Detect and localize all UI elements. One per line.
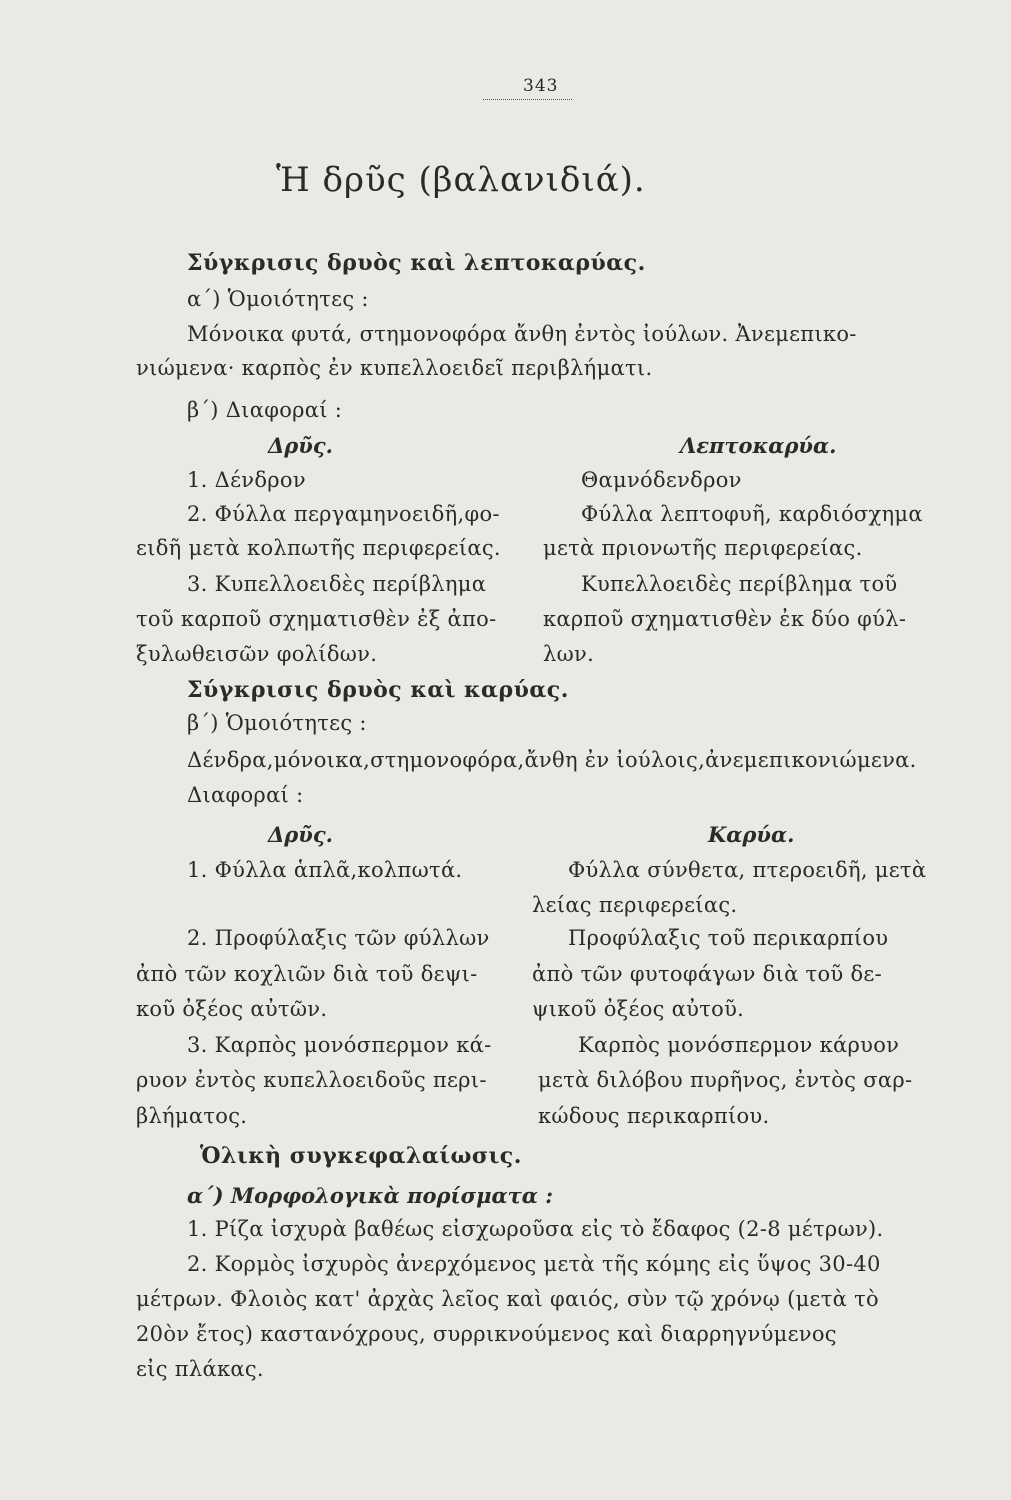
comparison-right-line: Φύλλα σύνθετα, πτεροειδῆ, μετὰ <box>568 858 927 882</box>
comparison-left-line: κοῦ ὀξέος αὐτῶν. <box>136 997 328 1021</box>
similarities-label: β΄) Ὁμοιότητες : <box>187 711 367 735</box>
summary-text-line: μέτρων. Φλοιὸς κατ' ἀρχὰς λεῖος καὶ φαιός, σὺν τῷ χρόνῳ (μετὰ τὸ <box>136 1287 879 1311</box>
comparison-right-line: καρποῦ σχηματισθὲν ἐκ δύο φύλ- <box>543 607 907 631</box>
comparison-right-line: Προφύλαξις τοῦ περικαρπίου <box>568 926 889 950</box>
comparison-right-line: Θαμνόδενδρον <box>581 468 742 492</box>
comparison-left-line: 2. Φύλλα περγαμηνοειδῆ,φο- <box>187 502 500 526</box>
comparison-left-line: 3. Κυπελλοειδὲς περίβλημα <box>187 572 487 596</box>
summary-text-line: εἰς πλάκας. <box>136 1357 264 1381</box>
column-header-hazel: Λεπτοκαρύα. <box>680 433 837 458</box>
comparison-right-line: λείας περιφερείας. <box>532 893 738 917</box>
differences-label: Διαφοραί : <box>187 783 304 807</box>
column-header-oak: Δρῦς. <box>268 822 333 847</box>
summary-text-line: 2. Κορμὸς ἰσχυρὸς ἀνερχόμενος μετὰ τῆς κόμης εἰς ὕψος 30-40 <box>187 1252 881 1276</box>
section-heading-oak-walnut: Σύγκρισις δρυὸς καὶ καρύας. <box>187 677 569 703</box>
comparison-right-line: Φύλλα λεπτοφυῆ, καρδιόσχημα <box>581 502 923 526</box>
differences-label: β΄) Διαφοραί : <box>187 398 343 422</box>
comparison-left-line: 1. Φύλλα ἁπλᾶ,κολπωτά. <box>187 858 463 882</box>
comparison-left-line: 3. Καρπὸς μονόσπερμον κά- <box>187 1033 492 1057</box>
comparison-left-line: ειδῆ μετὰ κολπωτῆς περιφερείας. <box>136 536 501 560</box>
similarities-text-line: Μόνοικα φυτά, στημονοφόρα ἄνθη ἐντὸς ἰούλων. Ἀνεμεπικο- <box>187 322 857 346</box>
summary-text-line: 20ὸν ἔτος) καστανόχρους, συρρικνούμενος καὶ διαρρηγνύμενος <box>136 1322 837 1346</box>
comparison-left-line: τοῦ καρποῦ σχηματισθὲν ἐξ ἀπο- <box>136 607 497 631</box>
comparison-left-line: ξυλωθεισῶν φολίδων. <box>136 642 378 666</box>
comparison-left-line: βλήματος. <box>136 1104 248 1128</box>
page-number: 343 <box>483 76 572 100</box>
section-heading-oak-hazel: Σύγκρισις δρυὸς καὶ λεπτοκαρύας. <box>187 250 646 276</box>
comparison-right-line: μετὰ πριονωτῆς περιφερείας. <box>543 536 863 560</box>
comparison-right-line: ἀπὸ τῶν φυτοφάγων διὰ τοῦ δε- <box>532 962 882 986</box>
comparison-right-line: Καρπὸς μονόσπερμον κάρυον <box>578 1033 900 1057</box>
comparison-left-line: 2. Προφύλαξις τῶν φύλλων <box>187 926 490 950</box>
subheading-morphological: α΄) Μορφολογικὰ πορίσματα : <box>187 1183 553 1208</box>
comparison-left-line: 1. Δένδρον <box>187 468 306 492</box>
comparison-left-line: ἀπὸ τῶν κοχλιῶν διὰ τοῦ δεψι- <box>136 962 478 986</box>
comparison-right-line: λων. <box>543 642 595 666</box>
similarities-label: α΄) Ὁμοιότητες : <box>187 287 369 311</box>
comparison-right-line: ψικοῦ ὀξέος αὐτοῦ. <box>532 997 745 1021</box>
comparison-left-line: ρυον ἐντὸς κυπελλοειδοῦς περι- <box>136 1068 487 1092</box>
column-header-walnut: Καρύα. <box>708 822 795 847</box>
similarities-text-line: νιώμενα· καρπὸς ἐν κυπελλοειδεῖ περιβλήματι. <box>136 356 653 380</box>
summary-text-line: 1. Ρίζα ἰσχυρὰ βαθέως εἰσχωροῦσα εἰς τὸ ἔδαφος (2-8 μέτρων). <box>187 1217 884 1241</box>
comparison-right-line: μετὰ διλόβου πυρῆνος, ἐντὸς σαρ- <box>538 1068 913 1092</box>
comparison-right-line: κώδους περικαρπίου. <box>538 1104 770 1128</box>
comparison-right-line: Κυπελλοειδὲς περίβλημα τοῦ <box>581 572 898 596</box>
page-title: Ἡ δρῦς (βαλανιδιά). <box>276 160 646 200</box>
column-header-oak: Δρῦς. <box>268 433 333 458</box>
section-heading-summary: Ὁλικὴ συγκεφαλαίωσις. <box>200 1143 522 1169</box>
similarities-text-line: Δένδρα,μόνοικα,στημονοφόρα,ἄνθη ἐν ἰούλοις,ἀνεμεπικονιώμενα. <box>187 748 917 772</box>
